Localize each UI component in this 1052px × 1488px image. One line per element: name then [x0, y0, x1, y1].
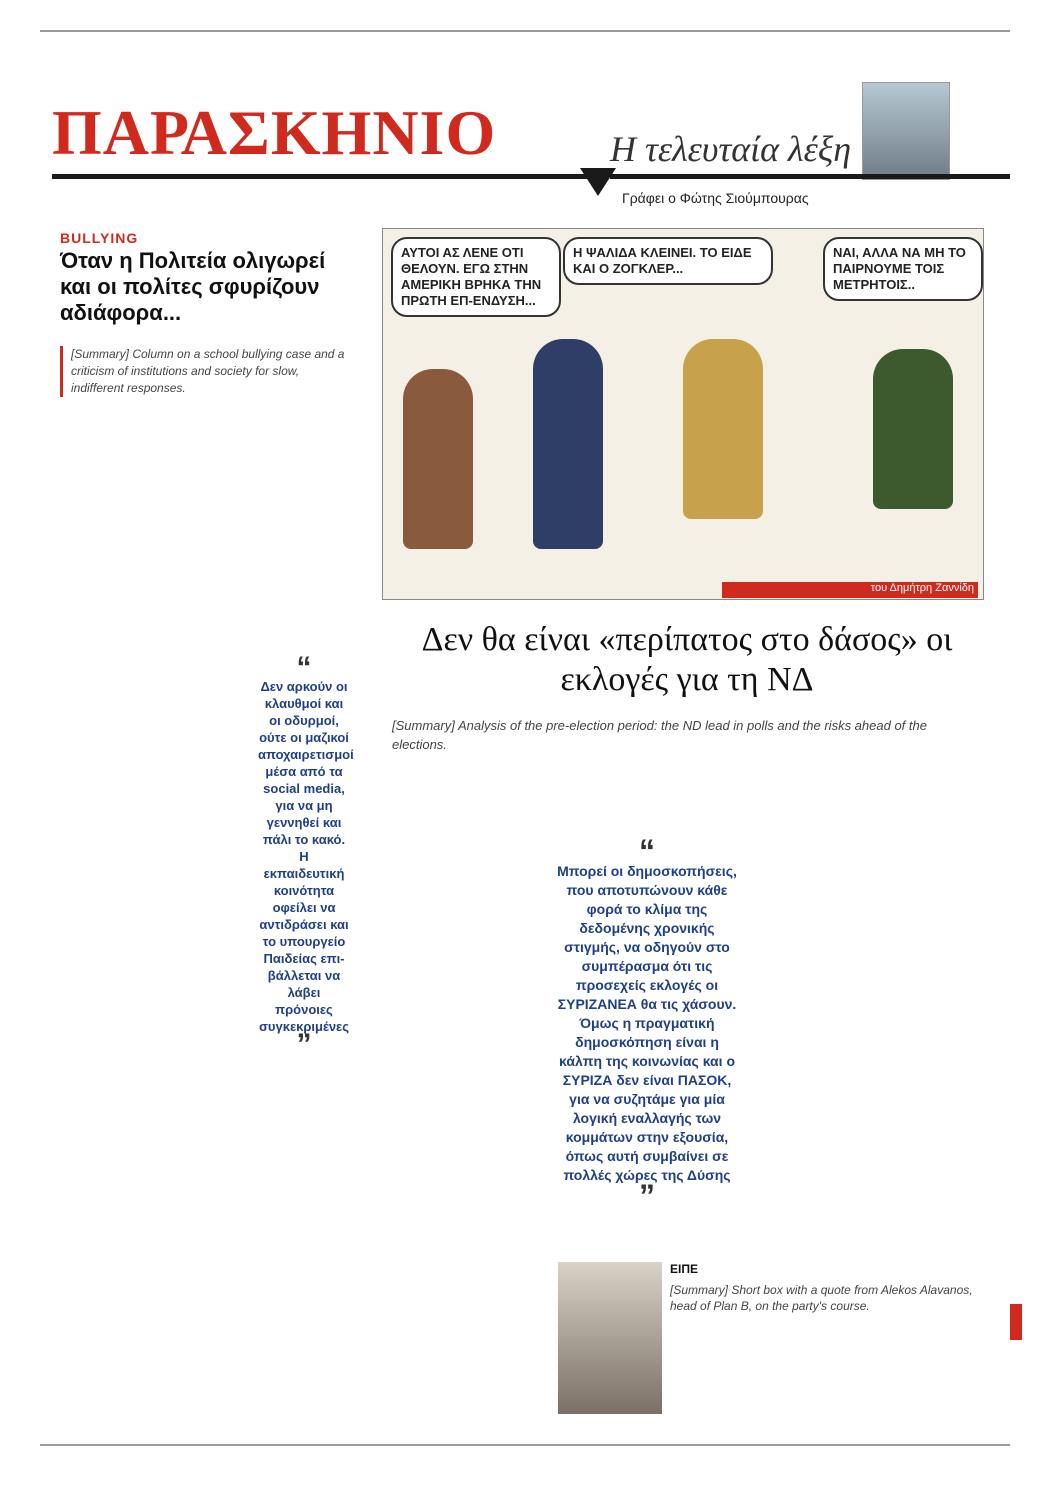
quote-open-icon: “	[639, 833, 655, 869]
cartoon-figure-2	[533, 339, 603, 549]
sidebar-summary: [Summary] Column on a school bullying case and a criticism of institutions and society for slow, indifferent responses.	[60, 346, 350, 397]
title-notch	[580, 168, 616, 196]
quoted-person-photo	[558, 1262, 662, 1414]
cartoon-figure-1	[403, 369, 473, 549]
title-rule-right	[610, 174, 1010, 179]
column-name: Η τελευταία λέξη	[610, 129, 852, 169]
main-pull-quote-text: Μπορεί οι δημοσκοπήσεις, που αποτυπώνουν κάθε φορά το κλίμα της δεδομένης χρονικής στιγμής, να οδηγούν στο συμπέρασμα ότι τις προσεχείς εκλογές οι ΣΥΡΙΖΑΝΕΑ θα τις χάσουν. Όμως η πραγματική δημοσκόπηση είναι η κάλπη της κοινωνίας και ο ΣΥΡΙΖΑ δεν είναι ΠΑΣΟΚ, για να συζητάμε για μία λογική εναλλαγής των κομμάτων στην εξουσία, όπως αυτή συμβαίνει σε πολλές χώρες της Δύσης	[557, 863, 737, 1183]
main-headline: Δεν θα είναι «περίπατος στο δάσος» οι εκλογές για τη ΝΔ	[421, 621, 953, 698]
quote-open-icon: “	[296, 651, 312, 684]
cartoon-figure-3	[683, 339, 763, 519]
main-pull-quote	[552, 833, 742, 1214]
box-label: ΕΙΠΕ	[670, 1262, 699, 1276]
sidebar-article	[60, 230, 350, 397]
sidebar-pull-quote	[258, 651, 354, 1061]
sidebar-pull-quote-text: Δεν αρκούν οι κλαυθμοί και οι οδυρμοί, ούτε οι μαζικοί αποχαιρετισμοί μέσα από τα social media, για να μη γεννηθεί και πάλι το κακό. Η εκπαιδευτική κοινότητα οφείλει να αντιδράσει και το υπουργείο Παιδείας επι-βάλλεται να λάβει πρόνοιες συγκεκριμένες	[258, 679, 354, 1034]
box-summary: [Summary] Short box with a quote from Alekos Alavanos, head of Plan B, on the party's course.	[670, 1283, 973, 1313]
cartoon-credit: του Δημήτρη Ζαννίδη	[722, 582, 978, 598]
cartoon-bubble-1: ΑΥΤΟΙ ΑΣ ΛΕΝΕ ΟΤΙ ΘΕΛΟΥΝ. ΕΓΩ ΣΤΗΝ ΑΜΕΡΙΚΗ ΒΡΗΚΑ ΤΗΝ ΠΡΩΤΗ ΕΠ-ΕΝΔΥΣΗ...	[391, 237, 561, 317]
political-cartoon	[382, 228, 984, 600]
title-rule-left	[52, 174, 592, 179]
cartoon-bubble-2: Η ΨΑΛΙΔΑ ΚΛΕΙΝΕΙ. ΤΟ ΕΙΔΕ ΚΑΙ Ο ΖΟΓΚΛΕΡ...	[563, 237, 773, 285]
top-rule	[40, 30, 1010, 32]
sidebar-headline: Όταν η Πολιτεία ολιγωρεί και οι πολίτες σφυρίζουν αδιάφορα...	[60, 248, 326, 325]
main-summary: [Summary] Analysis of the pre-election period: the ND lead in polls and the risks ahead of the elections.	[392, 718, 927, 752]
section-title: ΠΑΡΑΣΚΗΝΙΟ	[52, 97, 497, 168]
cartoon-bubble-3: ΝΑΙ, ΑΛΛΑ ΝΑ ΜΗ ΤΟ ΠΑΙΡΝΟΥΜΕ ΤΟΙΣ ΜΕΤΡΗΤΟΙΣ..	[823, 237, 983, 301]
sidebar-kicker: BULLYING	[60, 230, 139, 246]
author-photo	[862, 82, 950, 180]
cartoon-figure-4	[873, 349, 953, 509]
page-edge-tab	[1010, 1304, 1022, 1340]
bottom-rule	[40, 1444, 1010, 1446]
quote-close-icon: ”	[296, 1028, 312, 1061]
quote-close-icon: ”	[639, 1178, 655, 1214]
byline: Γράφει ο Φώτης Σιούμπουρας	[622, 190, 809, 206]
